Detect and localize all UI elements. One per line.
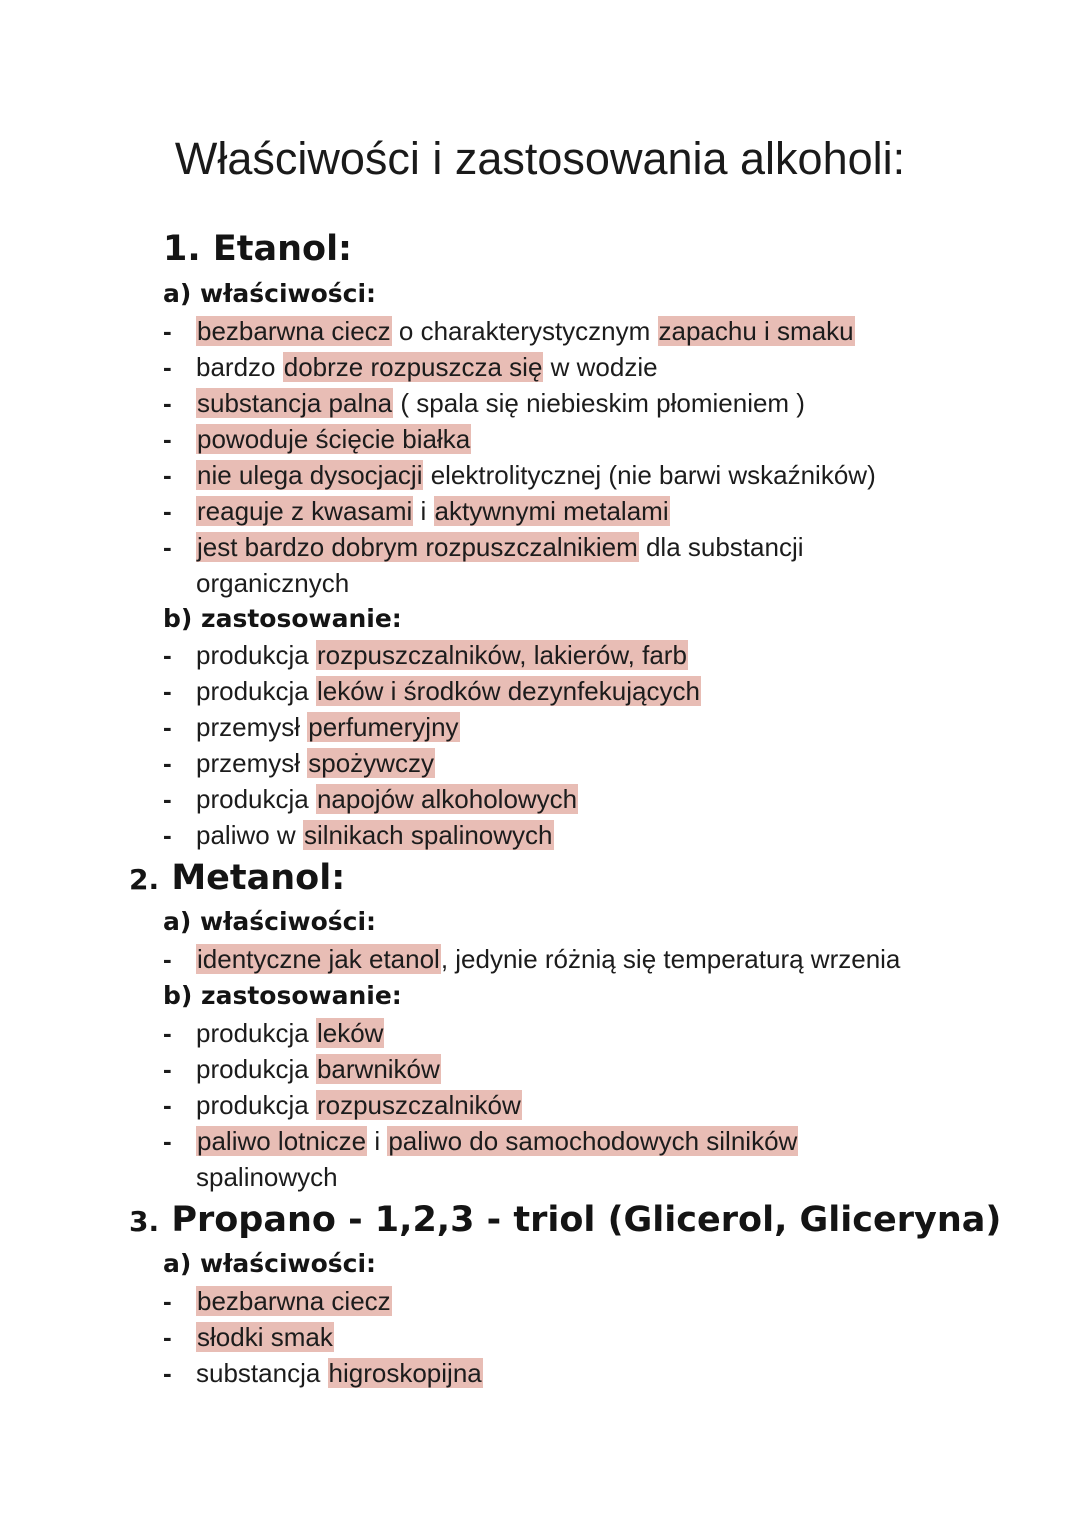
section-number: 2. (129, 863, 160, 896)
item-text: bardzo (196, 352, 283, 382)
bullet-dash: - (163, 676, 172, 706)
highlight: jest bardzo dobrym rozpuszczalnikiem (197, 532, 638, 562)
uses-label: b) zastosowanie: (163, 981, 402, 1010)
item-text: produkcja (196, 1018, 316, 1048)
highlight: rozpuszczalników, lakierów, farb (316, 640, 687, 670)
bullet-dash: - (163, 316, 172, 346)
highlight: bezbarwna ciecz (197, 316, 391, 346)
item-text: ( spala się niebieskim płomieniem ) (393, 388, 805, 418)
section-heading-etanol (163, 228, 352, 270)
bullet-dash: - (163, 820, 172, 850)
bullet-dash: - (163, 784, 172, 814)
properties-label: a) właściwości: (163, 279, 377, 308)
highlight: słodki smak (197, 1322, 333, 1352)
item-text: produkcja (196, 784, 316, 814)
bullet-dash: - (163, 424, 172, 454)
highlight: zapachu i smaku (658, 316, 854, 346)
highlight: leków i środków dezynfekujących (316, 676, 700, 706)
highlight: nie ulega dysocjacji (197, 460, 423, 490)
section-number: 3. (129, 1205, 160, 1238)
bullet-dash: - (163, 1358, 172, 1388)
bullet-dash: - (163, 1054, 172, 1084)
bullet-dash: - (163, 532, 172, 562)
highlight: silnikach spalinowych (303, 820, 553, 850)
bullet-dash: - (163, 1286, 172, 1316)
highlight: powoduje ścięcie białka (197, 424, 471, 454)
section-heading-metanol (129, 857, 345, 901)
section-title: Metanol: (171, 858, 346, 898)
item-text: produkcja (196, 676, 316, 706)
properties-label: a) właściwości: (163, 1249, 377, 1278)
uses-label: b) zastosowanie: (163, 604, 402, 633)
bullet-dash: - (163, 388, 172, 418)
item-text: substancja (196, 1358, 328, 1388)
highlight: bezbarwna ciecz (197, 1286, 391, 1316)
bullet-dash: - (163, 352, 172, 382)
item-text: produkcja (196, 1054, 316, 1084)
highlight: higroskopijna (328, 1358, 482, 1388)
item-text: w wodzie (543, 352, 658, 382)
highlight: leków (316, 1018, 384, 1048)
item-text: przemysł (196, 712, 308, 742)
bullet-dash: - (163, 460, 172, 490)
item-text: produkcja (196, 1090, 316, 1120)
highlight: dobrze rozpuszcza się (283, 352, 543, 382)
item-text: , jedynie różnią się temperaturą wrzenia (440, 944, 901, 974)
item-text: produkcja (196, 640, 316, 670)
bullet-dash: - (163, 944, 172, 974)
item-text: elektrolitycznej (nie barwi wskaźników) (423, 460, 876, 490)
item-text: o charakterystycznym (391, 316, 658, 346)
properties-label: a) właściwości: (163, 907, 377, 936)
item-text: przemysł (196, 748, 308, 778)
item-text: i (367, 1126, 388, 1156)
bullet-dash: - (163, 640, 172, 670)
highlight: aktywnymi metalami (434, 496, 669, 526)
item-text: paliwo w (196, 820, 303, 850)
list-item-continuation: spalinowych (196, 1162, 338, 1192)
highlight: perfumeryjny (308, 712, 459, 742)
highlight: identyczne jak etanol (197, 944, 440, 974)
section-heading-glicerol (129, 1199, 1001, 1243)
highlight: barwników (316, 1054, 440, 1084)
bullet-dash: - (163, 748, 172, 778)
bullet-dash: - (163, 1090, 172, 1120)
highlight: rozpuszczalników (316, 1090, 521, 1120)
item-text: i (413, 496, 434, 526)
page-title: Właściwości i zastosowania alkoholi: (174, 133, 906, 184)
bullet-dash: - (163, 1018, 172, 1048)
section-number: 1. (163, 229, 201, 269)
section-title: Propano - 1,2,3 - triol (Glicerol, Gliceryna) (171, 1200, 1002, 1240)
bullet-dash: - (163, 1322, 172, 1352)
bullet-dash: - (163, 712, 172, 742)
section-title: Etanol: (212, 229, 353, 269)
list-item-continuation: organicznych (196, 568, 350, 598)
highlight: napojów alkoholowych (316, 784, 578, 814)
highlight: paliwo lotnicze (197, 1126, 367, 1156)
highlight: paliwo do samochodowych silników (388, 1126, 798, 1156)
bullet-dash: - (163, 496, 172, 526)
item-text: dla substancji (638, 532, 804, 562)
highlight: spożywczy (308, 748, 434, 778)
highlight: substancja palna (197, 388, 393, 418)
bullet-dash: - (163, 1126, 172, 1156)
highlight: reaguje z kwasami (197, 496, 413, 526)
